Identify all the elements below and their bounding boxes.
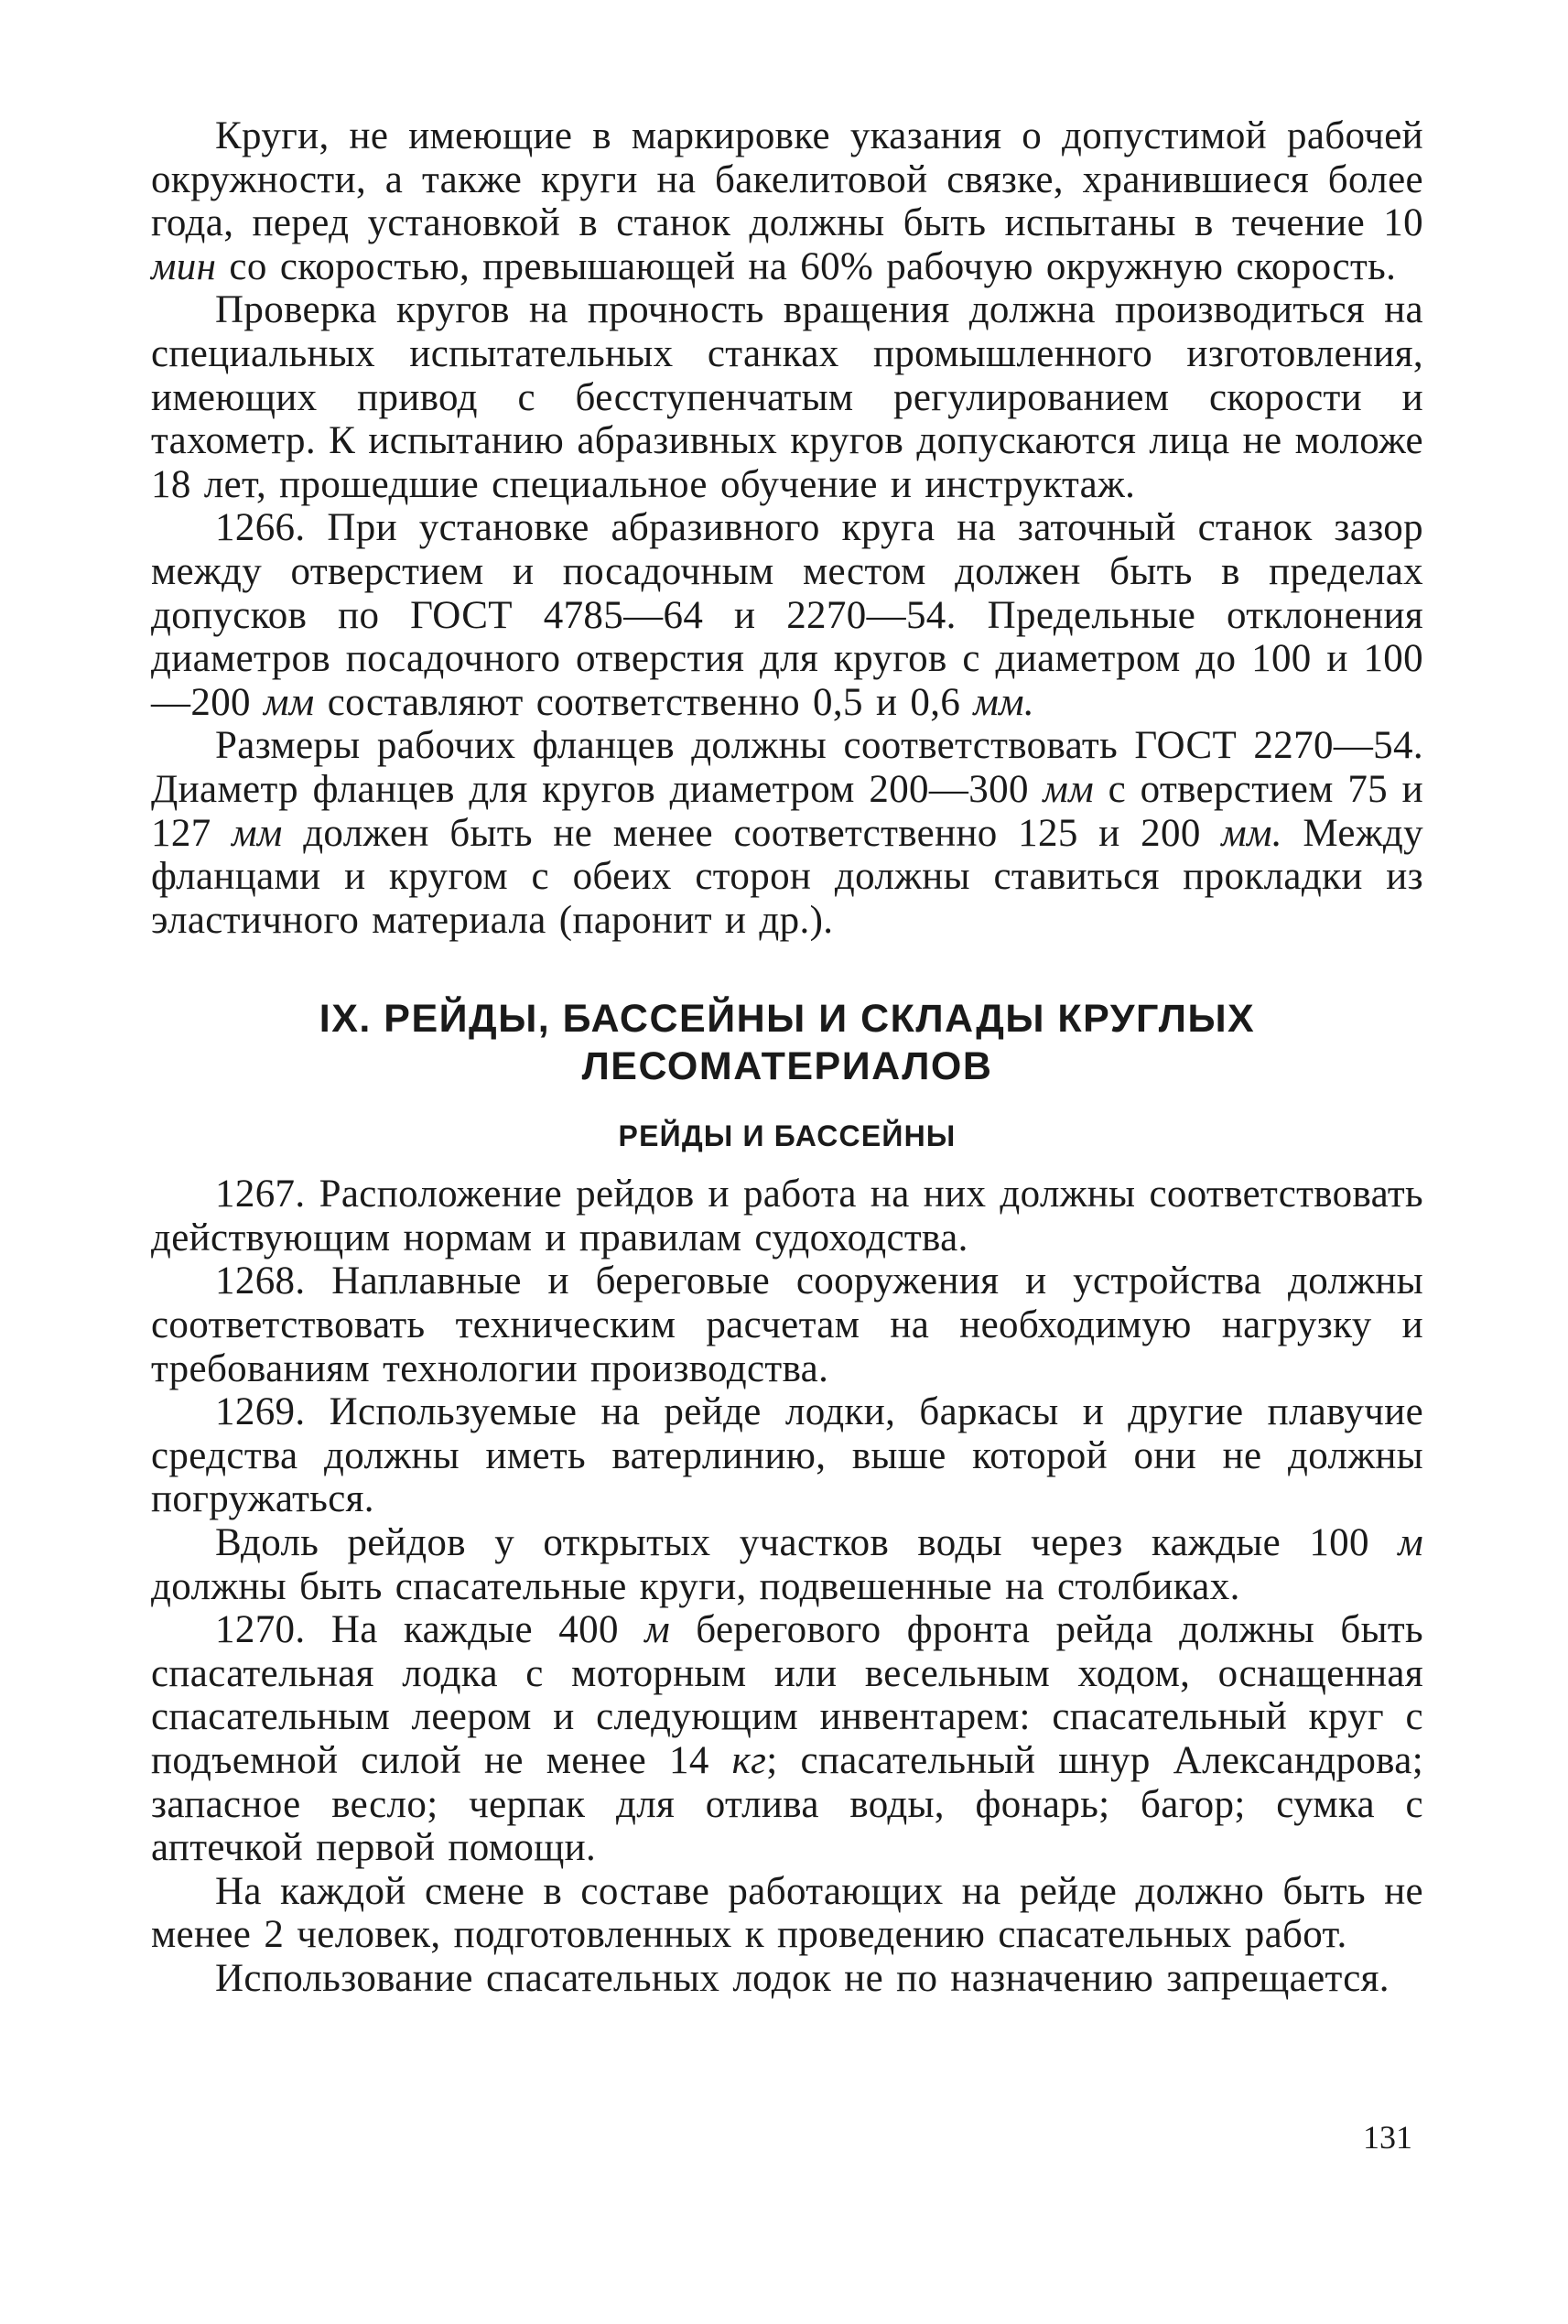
paragraph-text: Размеры рабочих фланцев должны соответствовать ГОСТ 2270—54. Диаметр фланцев для кругов диаметром 200—300 [151, 724, 1423, 811]
unit-text: кг [731, 1739, 767, 1782]
paragraph-text: берегового фронта рейда должны быть спасательная лодка с моторным или весельным ходом, оснащенная спасательным леером и следующим инвентарем: спасательный круг с подъемной силой не менее 14 [151, 1608, 1423, 1782]
unit-text: мм [264, 680, 315, 724]
unit-text: мм. [973, 680, 1035, 724]
paragraph-text: составляют соответственно 0,5 и 0,6 [314, 680, 974, 724]
paragraph-text: должны быть спасательные круги, подвешенные на столбиках. [151, 1564, 1240, 1608]
paragraph-text: должен быть не менее соответственно 125 и 200 [282, 811, 1222, 855]
paragraph-text: Вдоль рейдов у открытых участков воды через каждые 100 [215, 1521, 1399, 1565]
paragraph [151, 288, 1423, 506]
paragraph-text: с отверстием 75 и 127 [151, 767, 1423, 855]
top-paragraphs [151, 114, 1423, 942]
paragraph [151, 1259, 1423, 1390]
paragraph-text: ; спасательный шнур Александрова; запасное весло; черпак для отлива воды, фонарь; багор; сумка с аптечкой первой помощи. [151, 1739, 1423, 1870]
paragraph-text: 1270. На каждые 400 [215, 1608, 645, 1652]
section-title: IX. РЕЙДЫ, БАССЕЙНЫ И СКЛАДЫ КРУГЛЫХ ЛЕСОМАТЕРИАЛОВ [319, 997, 1256, 1089]
paragraph [151, 1957, 1423, 2001]
paragraph-text: Использование спасательных лодок не по назначению запрещается. [215, 1956, 1390, 2000]
paragraph-text: 1267. Расположение рейдов и работа на них должны соответствовать действующим нормам и правилам судоходства. [151, 1173, 1423, 1259]
paragraph-text: со скоростью, превышающей на 60% рабочую окружную скорость. [216, 244, 1397, 288]
paragraph-text: На каждой смене в составе работающих на рейде должно быть не менее 2 человек, подготовленных к проведению спасательных работ. [151, 1869, 1423, 1957]
unit-text: мин [151, 244, 217, 288]
paragraph-text: 1266. При установке абразивного круга на заточный станок зазор между отверстием и посадочным местом должен быть в пределах допусков по ГОСТ 4785—64 и 2270—54. Предельные отклонения диаметров посадочного отверстия для кругов с диаметром до 100 и 100—200 [151, 506, 1423, 724]
paragraph-text: Проверка кругов на прочность вращения должна производиться на специальных испытательных станках промышленного изготовления, имеющих привод с бесступенчатым регулированием скорости и тахометр. К испытанию абразивных кругов допускаются лица не моложе 18 лет, прошедшие специальное обучение и инструктаж. [151, 288, 1423, 506]
unit-text: м [1398, 1521, 1423, 1565]
paragraph [151, 1870, 1423, 1957]
paragraph [151, 1173, 1423, 1259]
paragraph [151, 1521, 1423, 1608]
paragraph [151, 1390, 1423, 1521]
paragraph [151, 114, 1423, 288]
page-body [151, 114, 1423, 2001]
paragraph-text: 1268. Наплавные и береговые сооружения и устройства должны соответствовать техническим расчетам на необходимую нагрузку и требованиям технологии производства. [151, 1259, 1423, 1390]
paragraph-text: Между фланцами и кругом с обеих сторон должны ставиться прокладки из эластичного материала (паронит и др.). [151, 811, 1423, 942]
unit-text: мм [1043, 767, 1094, 811]
paragraph-text: 1269. Используемые на рейде лодки, баркасы и другие плавучие средства должны иметь ватерлинию, выше которой они не должны погружаться. [151, 1390, 1423, 1521]
paragraph [151, 724, 1423, 942]
unit-text: мм. [1221, 811, 1282, 855]
bottom-paragraphs [151, 1173, 1423, 2000]
paragraph [151, 506, 1423, 724]
paragraph-text: Круги, не имеющие в маркировке указания о допустимой рабочей окружности, а также круги на бакелитовой связке, хранившиеся более года, перед установкой в станок должны быть испытаны в течение 10 [151, 114, 1423, 245]
unit-text: м [644, 1608, 670, 1652]
subsection-title: РЕЙДЫ И БАССЕЙНЫ [618, 1119, 957, 1153]
paragraph [151, 1608, 1423, 1870]
page-number: 131 [1363, 2119, 1412, 2156]
unit-text: мм [232, 811, 283, 855]
